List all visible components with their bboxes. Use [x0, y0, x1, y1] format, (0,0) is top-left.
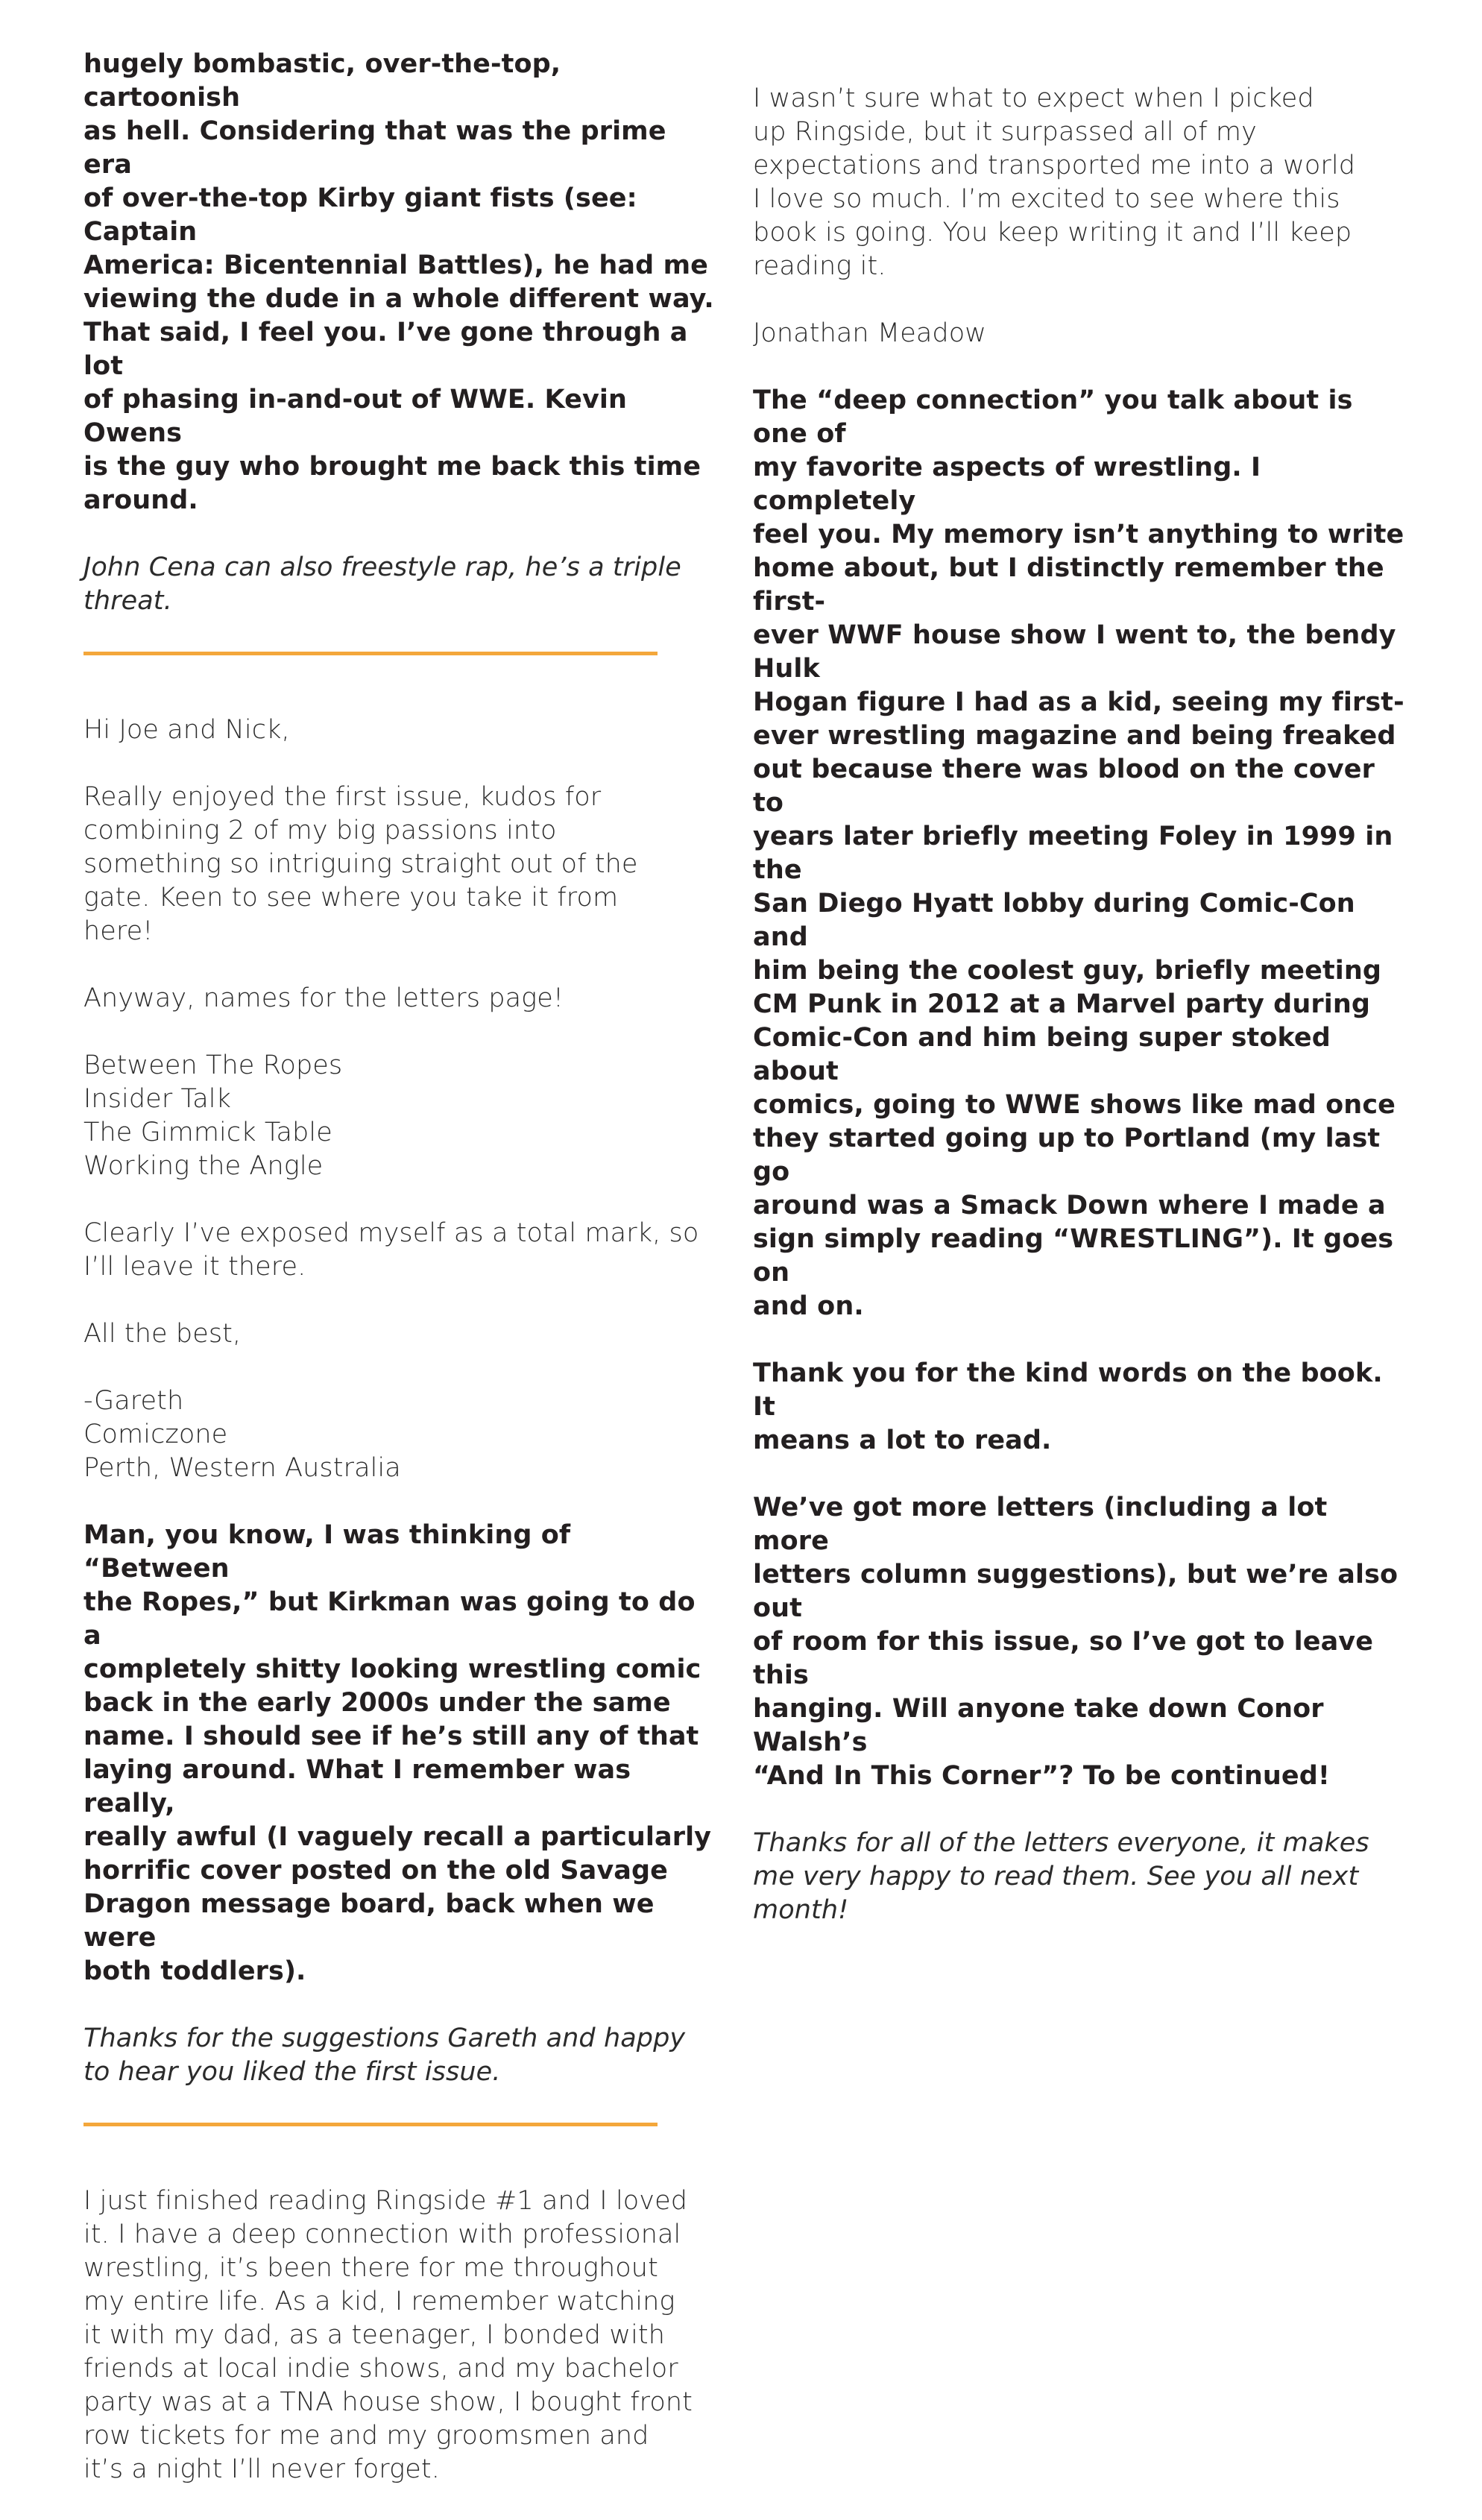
reply-paragraph: Thank you for the kind words on the book. It means a lot to read. [753, 1358, 1383, 1455]
letter-signature: Jonathan Meadow [753, 318, 986, 348]
reply-italic-note: John Cena can also freestyle rap, he’s a triple threat. [83, 552, 681, 616]
right-column [753, 82, 1409, 1961]
reply-paragraph: Man, you know, I was thinking of “Between the Ropes,” but Kirkman was going to do a completely shitty looking wrestling comic back in the early 2000s under the same name. I should see if he’s still any of that laying around. What I remember was really, really awful (I vaguely recall a particularly horrific cover posted on the old Savage Dragon message board, back when we were both toddlers). [83, 1520, 712, 1986]
letter-names-list: Between The Ropes Insider Talk The Gimmick Table Working the Angle [83, 1050, 343, 1181]
letter-body: I just finished reading Ringside #1 and I loved it. I have a deep connection with professional wrestling, it’s been there for me throughout my entire life. As a kid, I remember watching it with my dad, as a teenager, I bonded with friends at local indie shows, and my bachelor party was at a TNA house show, I bought front row tickets for me and my groomsmen and it’s a night I’ll never forget. [83, 2186, 693, 2484]
letter-signature: -Gareth Comiczone Perth, Western Australia [83, 1386, 401, 1483]
section-divider [83, 2123, 658, 2126]
reply-paragraph: hugely bombastic, over-the-top, cartoonish as hell. Considering that was the prime era of over-the-top Kirby giant fists (see: Captain America: Bicentennial Battles), he had me viewing the dude in a whole different way. That said, I feel you. I’ve gone through a lot of phasing in-and-out of WWE. Kevin Owens is the guy who brought me back this time around. [83, 49, 714, 515]
letter-greeting: Hi Joe and Nick, [83, 715, 290, 745]
reply-italic-note: Thanks for the suggestions Gareth and happy to hear you liked the first issue. [83, 2023, 686, 2087]
reply-paragraph: The “deep connection” you talk about is one of my favorite aspects of wrestling. I completely feel you. My memory isn’t anything to write home about, but I distinctly remember the first- ever WWF house show I went to, the bendy Hulk Hogan figure I had as a kid, seeing my first- ever wrestling magazine and being freaked out because there was blood on the cover to years later briefly meeting Foley in 1999 in the San Diego Hyatt lobby during Comic-Con and him being the coolest guy, briefly meeting CM Punk in 2012 at a Marvel party during Comic-Con and him being super stoked about comics, going to WWE shows like mad once they started going up to Portland (my last go around was a Smack Down where I made a sign simply reading “WRESTLING”). It goes on and on. [753, 385, 1404, 1321]
left-column [83, 48, 717, 2520]
letter-body: Really enjoyed the first issue, kudos for combining 2 of my big passions into something so intriguing straight out of the gate. Keen to see where you take it from here! [83, 782, 638, 946]
letter-names-intro: Anyway, names for the letters page! [83, 983, 564, 1013]
letter-closing-line: Clearly I’ve exposed myself as a total mark, so I’ll leave it there. [83, 1218, 699, 1282]
reply-paragraph: We’ve got more letters (including a lot more letters column suggestions), but we’re also out of room for this issue, so I’ve got to leave this hanging. Will anyone take down Conor Walsh’s “And In This Corner”? To be continued! [753, 1493, 1399, 1791]
letter-sign-off: All the best, [83, 1319, 242, 1349]
letter-body: I wasn’t sure what to expect when I picked up Ringside, but it surpassed all of my expectations and transported me into a world I love so much. I’m excited to see where this book is going. You keep writing it and I’ll keep reading it. [753, 84, 1356, 281]
section-divider [83, 652, 658, 655]
closing-italic-note: Thanks for all of the letters everyone, it makes me very happy to read them. See you all next month! [753, 1828, 1369, 1925]
